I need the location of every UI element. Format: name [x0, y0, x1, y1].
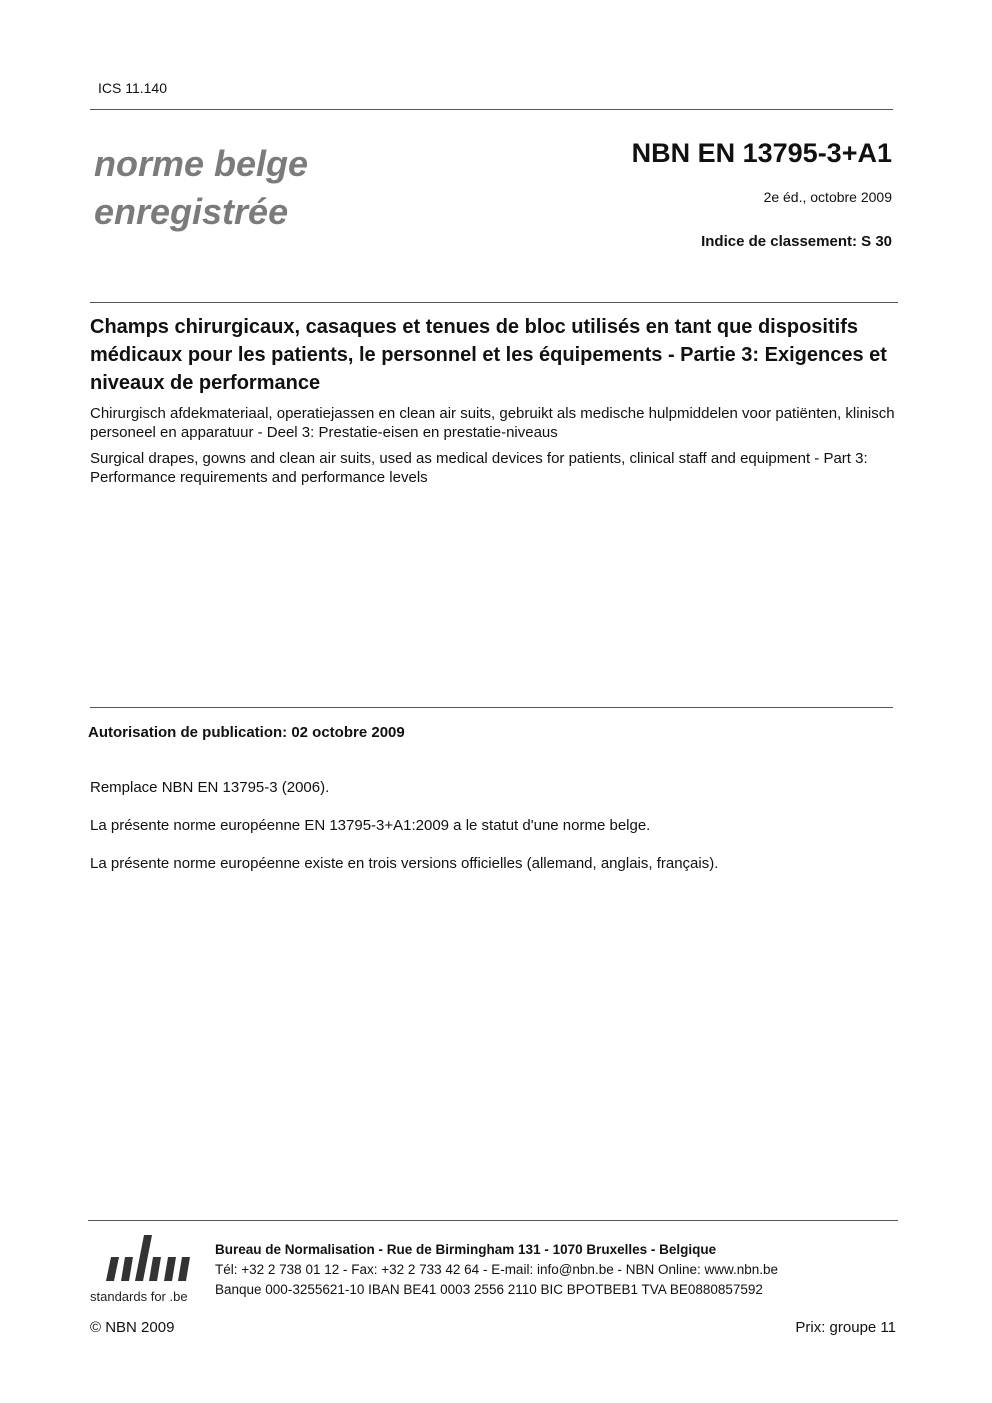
note-versions: La présente norme européenne existe en trois versions officielles (allemand, anglais, français).	[90, 855, 719, 872]
standard-type-line1: norme belge	[94, 143, 309, 184]
standard-number: NBN EN 13795-3+A1	[631, 138, 892, 168]
footer-contact: Tél: +32 2 738 01 12 - Fax: +32 2 733 42 64 - E-mail: info@nbn.be - NBN Online: www.nbn.be	[215, 1262, 779, 1277]
publication-divider	[90, 707, 893, 708]
standard-type	[94, 140, 308, 236]
standard-type-line2: enregistrée	[94, 191, 289, 232]
footer-divider	[88, 1220, 898, 1221]
edition: 2e éd., octobre 2009	[763, 189, 892, 205]
copyright: © NBN 2009	[90, 1319, 175, 1336]
title-divider	[90, 302, 898, 303]
publication-authorization: Autorisation de publication: 02 octobre 2009	[88, 724, 405, 741]
nbn-logo	[88, 1227, 203, 1307]
title-dutch: Chirurgisch afdekmateriaal, operatiejassen en clean air suits, gebruikt als medische hulpmiddelen voor patiënten, klinisch personeel en apparatuur - Deel 3: Prestatie-eisen en prestatie-niveaus	[90, 405, 895, 441]
footer-info	[215, 1240, 778, 1300]
note-status: La présente norme européenne EN 13795-3+A1:2009 a le statut d'une norme belge.	[90, 817, 651, 834]
classification-index: Indice de classement: S 30	[701, 233, 892, 250]
title-french: Champs chirurgicaux, casaques et tenues de bloc utilisés en tant que dispositifs médicaux pour les patients, le personnel et les équipements - Partie 3: Exigences et niveaux de performance	[90, 316, 887, 394]
footer-address: Bureau de Normalisation - Rue de Birmingham 131 - 1070 Bruxelles - Belgique	[215, 1242, 717, 1257]
price-group: Prix: groupe 11	[795, 1319, 896, 1336]
title-english: Surgical drapes, gowns and clean air suits, used as medical devices for patients, clinical staff and equipment - Part 3: Performance requirements and performance levels	[90, 450, 868, 486]
note-replaces: Remplace NBN EN 13795-3 (2006).	[90, 779, 330, 796]
footer-bank: Banque 000-3255621-10 IBAN BE41 0003 2556 2110 BIC BPOTBEB1 TVA BE0880857592	[215, 1282, 763, 1297]
logo-stripes	[106, 1235, 190, 1281]
logo-tagline: standards for .be	[90, 1289, 188, 1304]
ics-code: ICS 11.140	[98, 80, 168, 96]
header-divider	[90, 109, 893, 110]
